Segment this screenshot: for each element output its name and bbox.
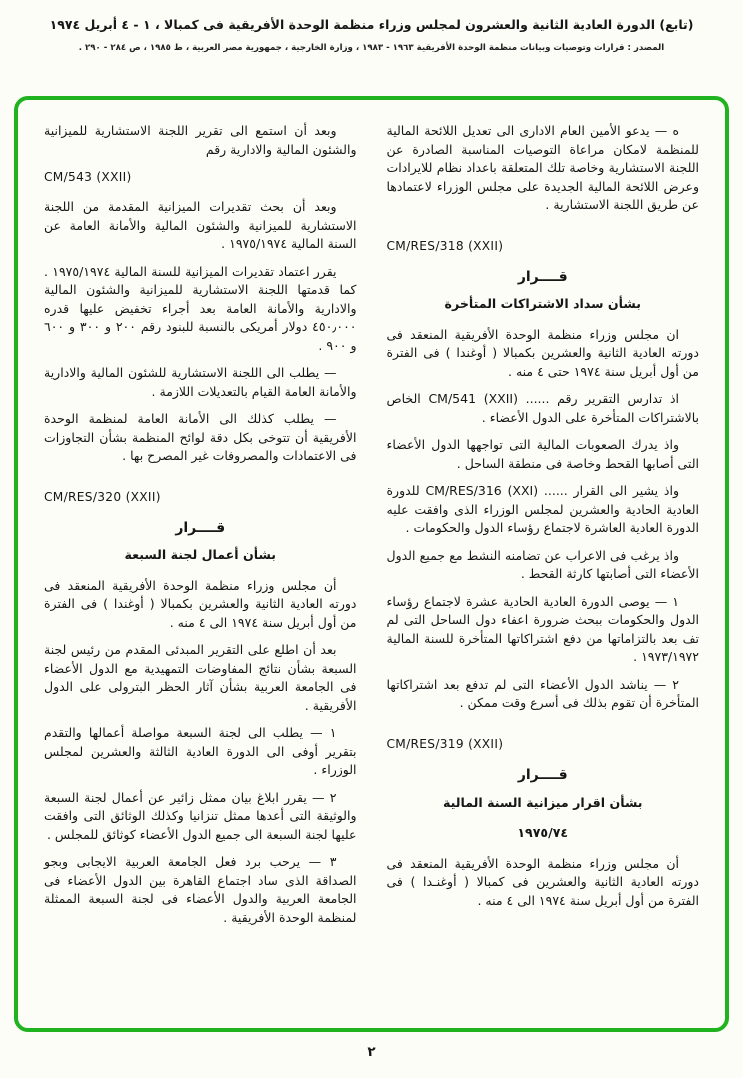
- header-session-title: (تابع) الدورة العادية الثانية والعشرون لمجلس وزراء منظمة الوحدة الأفريقية فى كمبالا ، ١ - ٤ أبريل ١٩٧٤: [49, 17, 694, 32]
- paragraph: ١ — يطلب الى لجنة السبعة مواصلة أعمالها والتقدم بتقرير أوفى الى الدورة العادية الثالثة والعشرين لمجلس الوزراء .: [44, 725, 357, 778]
- resolution-heading: قــــرار: [175, 519, 226, 536]
- paragraph: ه — يدعو الأمين العام الادارى الى تعديل اللائحة المالية للمنظمة لامكان مراعاة التوصيات المناسبة الصادرة عن اللجنة الاستشارية وخاصة تلك المتعلقة باعداد نظام للايرادات وعرض اللائحة المالية الجديدة على مجلس الوزراء لاعتمادها عن طريق اللجنة الاستشارية .: [386, 123, 699, 212]
- paragraph: واذ يرغب فى الاعراب عن تضامنه النشط مع جميع الدول الأعضاء التى أصابتها كارثة القحط .: [386, 547, 699, 582]
- paragraph: وبعد أن بحث تقديرات الميزانية المقدمة من اللجنة الاستشارية للميزانية والشئون المالية والأمانة العامة عن السنة المالية ١٩٧٥/١٩٧٤ .: [44, 199, 357, 252]
- paragraph: ٣ — يرحب برد فعل الجامعة العربية الايجابى وبجو الصداقة الذى ساد اجتماع القاهرة بين الدول الأعضاء فى الجامعة العربية والدول الأعضاء فى لجنة السبعة الممثلة لمنظمة الوحدة الأفريقية .: [44, 854, 357, 925]
- resolution-code: CM/RES/319 (XXII): [386, 736, 504, 751]
- resolution-code: CM/543 (XXII): [44, 170, 132, 184]
- resolution-heading: قــــرار: [517, 268, 568, 285]
- resolution-subject: بشأن اقرار ميزانية السنة المالية: [443, 794, 643, 810]
- resolution-subject: بشأن سداد الاشتراكات المتأخرة: [444, 296, 641, 312]
- paragraph: اذ تدارس التقرير رقم ...... ‎CM/541 (XXII)‎ الخاص بالاشتراكات المتأخرة على الدول الأعضاء .: [386, 391, 699, 425]
- paragraph: أن مجلس وزراء منظمة الوحدة الأفريقية المنعقد فى دورته العادية الثانية والعشرين بكمبالا ( أوغندا ) فى الفترة من أول أبريل سنة ١٩٧٤ الى ٤ منه .: [44, 577, 357, 630]
- paragraph: وبعد أن استمع الى تقرير اللجنة الاستشارية للميزانية والشئون المالية والادارية رقم: [44, 123, 357, 157]
- paragraph: ٢ — يقرر ابلاغ بيان ممثل زائير عن أعمال لجنة السبعة والوثيقة التى أعدها ممثل تنزانيا وكذلك الوثائق التى وافقت عليها لجنة السبعة الى جميع الدول الأعضاء كوثائق للمجلس .: [44, 789, 357, 842]
- paragraph: ١ — يوصى الدورة العادية الحادية عشرة لاجتماع رؤساء الدول والحكومات ببحث ضرورة اعفاء دول الساحل التى لم تف بعد بالتزاماتها من دفع اشتراكاتها المتأخرة للسنة المالية ١٩٧٣/١٩٧٢ .: [386, 593, 699, 665]
- resolution-subject: ١٩٧٥/٧٤: [517, 825, 569, 841]
- content-border-box: [14, 96, 729, 1032]
- paragraph: واذ يشير الى القرار ...... ‎CM/RES/316 (XXI)‎ للدورة العادية الحادية والعشرين لمجلس الوزراء الذى وافقت عليه الدورة العادية العاشرة لاجتماع رؤساء الدول والحكومات .: [386, 483, 699, 536]
- header-source-note: المصدر : قرارات وتوصيات وبيانات منظمة الوحدة الأفريقية ١٩٦٣ - ١٩٨٣ ، وزارة الخارجية ، جمهورية مصر العربية ، ط ١٩٨٥ ، ص ٢٨٤ - ٢٩٠ .: [78, 42, 665, 53]
- paragraph: ٢ — يناشد الدول الأعضاء التى لم تدفع بعد اشتراكاتها المتأخرة أن تقوم بذلك فى أسرع وقت ممكن .: [386, 676, 699, 711]
- page-header: [20, 16, 723, 53]
- paragraph: واذ يدرك الصعوبات المالية التى تواجهها الدول الأعضاء التى أصابها القحط وخاصة فى منطقة الساحل .: [386, 437, 699, 471]
- page-number: ٢: [367, 1044, 376, 1060]
- resolution-code: CM/RES/318 (XXII): [386, 238, 504, 253]
- resolution-heading: قــــرار: [517, 766, 568, 783]
- paragraph: — يطلب كذلك الى الأمانة العامة لمنظمة الوحدة الأفريقية أن تتوخى بكل دقة لوائح المنظمة بشأن التجاوزات فى الاعتمادات والمصروفات غير المصرح بها .: [44, 411, 357, 464]
- resolution-code: CM/RES/320 (XXII): [44, 489, 161, 504]
- column-left: [44, 122, 357, 1014]
- text-columns: [44, 122, 699, 1014]
- paragraph: ان مجلس وزراء منظمة الوحدة الأفريقية المنعقد فى دورته العادية الثانية والعشرين بكمبالا ( أوغندا ) فى الفترة من أول أبريل سنة ١٩٧٤ حتى ٤ منه .: [386, 326, 699, 379]
- paragraph: أن مجلس وزراء منظمة الوحدة الأفريقية المنعقد فى دورته العادية الثانية والعشرين فى كمبالا ( أوغنـدا ) فى الفترة من أول أبريل سنة ١٩٧٤ الى ٤ منه .: [386, 855, 699, 908]
- paragraph: بعد أن اطلع على التقرير المبدئى المقدم من رئيس لجنة السبعة بشأن نتائج المفاوضات التمهيدية مع الدول الأعضاء فى الجامعة العربية بشأن آثار الحظر البترولى على الدول الأفريقية .: [44, 642, 357, 713]
- paragraph: يقرر اعتماد تقديرات الميزانية للسنة المالية ١٩٧٥/١٩٧٤ . كما قدمتها اللجنة الاستشارية للميزانية والشئون المالية والادارية والأمانة العامة بعد أجراء تخفيض عليها قدره ٤٥٠٫٠٠٠ دولار أمريكى بالنسبة للبنود رقم ٢٠٠ و ٣٠٠ و ٦٠٠ و ٩٠٠ .: [44, 263, 357, 353]
- paragraph: — يطلب الى اللجنة الاستشارية للشئون المالية والادارية والأمانة العامة القيام بالتعديلات اللازمة .: [44, 365, 357, 399]
- resolution-subject: بشأن أعمال لجنة السبعة: [124, 547, 277, 563]
- column-right: [387, 122, 700, 1014]
